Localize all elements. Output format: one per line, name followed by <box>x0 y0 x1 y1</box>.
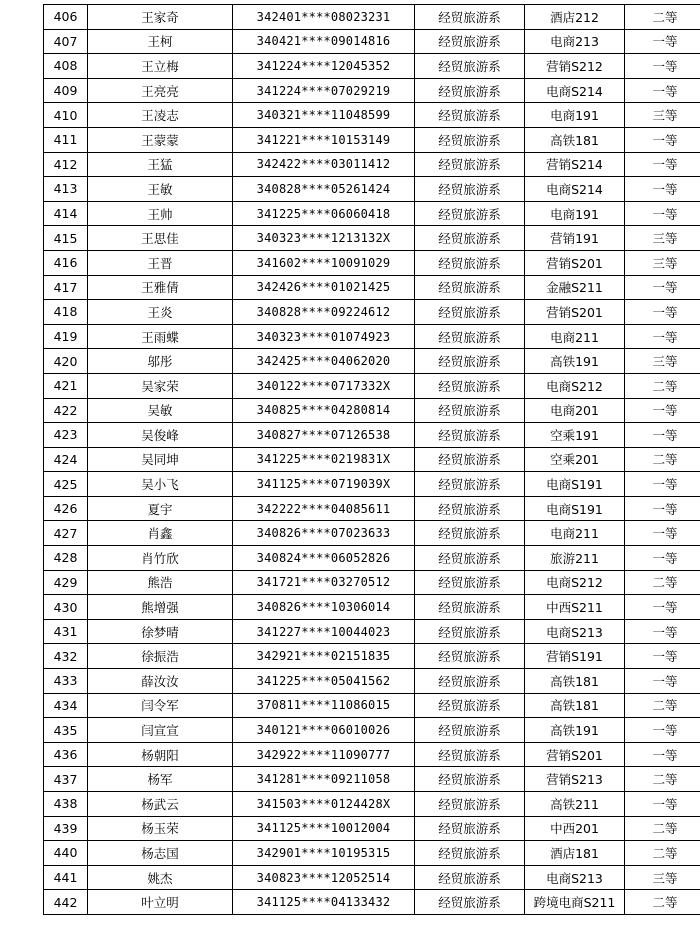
class-cell: 酒店181 <box>525 841 625 866</box>
award-level-cell: 三等 <box>625 226 700 251</box>
department-cell: 经贸旅游系 <box>415 742 525 767</box>
id-number-cell: 340323****1213132X <box>233 226 415 251</box>
table-row <box>44 841 700 866</box>
row-number-cell: 441 <box>44 865 88 890</box>
id-number-cell: 340421****09014816 <box>233 29 415 54</box>
row-number-cell: 407 <box>44 29 88 54</box>
class-cell: 营销S212 <box>525 54 625 79</box>
class-cell: 中西S211 <box>525 595 625 620</box>
class-cell: 电商211 <box>525 521 625 546</box>
student-name-cell: 徐振浩 <box>88 644 233 669</box>
class-cell: 金融S211 <box>525 275 625 300</box>
department-cell: 经贸旅游系 <box>415 29 525 54</box>
department-cell: 经贸旅游系 <box>415 472 525 497</box>
id-number-cell: 340321****11048599 <box>233 103 415 128</box>
id-number-cell: 342922****11090777 <box>233 742 415 767</box>
table-row <box>44 570 700 595</box>
department-cell: 经贸旅游系 <box>415 201 525 226</box>
id-number-cell: 341227****10044023 <box>233 619 415 644</box>
row-number-cell: 408 <box>44 54 88 79</box>
class-cell: 高铁181 <box>525 669 625 694</box>
department-cell: 经贸旅游系 <box>415 570 525 595</box>
table-row <box>44 472 700 497</box>
id-number-cell: 370811****11086015 <box>233 693 415 718</box>
department-cell: 经贸旅游系 <box>415 865 525 890</box>
row-number-cell: 424 <box>44 447 88 472</box>
department-cell: 经贸旅游系 <box>415 718 525 743</box>
student-name-cell: 王立梅 <box>88 54 233 79</box>
award-level-cell: 二等 <box>625 890 700 915</box>
table-row <box>44 521 700 546</box>
student-name-cell: 夏宇 <box>88 496 233 521</box>
row-number-cell: 417 <box>44 275 88 300</box>
award-level-cell: 二等 <box>625 693 700 718</box>
id-number-cell: 340827****07126538 <box>233 423 415 448</box>
award-level-cell: 三等 <box>625 865 700 890</box>
class-cell: 电商S214 <box>525 177 625 202</box>
id-number-cell: 340828****09224612 <box>233 300 415 325</box>
class-cell: 高铁191 <box>525 718 625 743</box>
department-cell: 经贸旅游系 <box>415 398 525 423</box>
table-row <box>44 816 700 841</box>
id-number-cell: 341225****0219831X <box>233 447 415 472</box>
row-number-cell: 433 <box>44 669 88 694</box>
row-number-cell: 436 <box>44 742 88 767</box>
award-level-cell: 二等 <box>625 373 700 398</box>
award-level-cell: 二等 <box>625 570 700 595</box>
award-level-cell: 一等 <box>625 398 700 423</box>
class-cell: 电商213 <box>525 29 625 54</box>
department-cell: 经贸旅游系 <box>415 669 525 694</box>
student-name-cell: 王猛 <box>88 152 233 177</box>
award-level-cell: 一等 <box>625 300 700 325</box>
award-level-cell: 三等 <box>625 250 700 275</box>
award-level-cell: 一等 <box>625 546 700 571</box>
id-number-cell: 340122****0717332X <box>233 373 415 398</box>
table-row <box>44 300 700 325</box>
row-number-cell: 422 <box>44 398 88 423</box>
id-number-cell: 340826****07023633 <box>233 521 415 546</box>
table-row <box>44 324 700 349</box>
table-row <box>44 644 700 669</box>
department-cell: 经贸旅游系 <box>415 127 525 152</box>
award-level-cell: 二等 <box>625 5 700 30</box>
id-number-cell: 340828****05261424 <box>233 177 415 202</box>
roster-table-body <box>44 5 700 915</box>
id-number-cell: 342422****03011412 <box>233 152 415 177</box>
award-level-cell: 一等 <box>625 275 700 300</box>
student-name-cell: 杨志国 <box>88 841 233 866</box>
table-row <box>44 152 700 177</box>
row-number-cell: 439 <box>44 816 88 841</box>
table-row <box>44 669 700 694</box>
class-cell: 营销191 <box>525 226 625 251</box>
student-name-cell: 吴同坤 <box>88 447 233 472</box>
award-level-cell: 二等 <box>625 816 700 841</box>
id-number-cell: 341125****04133432 <box>233 890 415 915</box>
id-number-cell: 341125****0719039X <box>233 472 415 497</box>
student-name-cell: 王思佳 <box>88 226 233 251</box>
row-number-cell: 430 <box>44 595 88 620</box>
row-number-cell: 437 <box>44 767 88 792</box>
class-cell: 电商S213 <box>525 865 625 890</box>
award-level-cell: 一等 <box>625 423 700 448</box>
class-cell: 电商S212 <box>525 570 625 595</box>
department-cell: 经贸旅游系 <box>415 447 525 472</box>
class-cell: 电商191 <box>525 103 625 128</box>
row-number-cell: 406 <box>44 5 88 30</box>
department-cell: 经贸旅游系 <box>415 496 525 521</box>
table-row <box>44 890 700 915</box>
row-number-cell: 413 <box>44 177 88 202</box>
id-number-cell: 340825****04280814 <box>233 398 415 423</box>
class-cell: 旅游211 <box>525 546 625 571</box>
student-name-cell: 王雨蝶 <box>88 324 233 349</box>
award-level-cell: 三等 <box>625 103 700 128</box>
department-cell: 经贸旅游系 <box>415 816 525 841</box>
award-level-cell: 一等 <box>625 792 700 817</box>
class-cell: 营销S214 <box>525 152 625 177</box>
department-cell: 经贸旅游系 <box>415 324 525 349</box>
class-cell: 电商201 <box>525 398 625 423</box>
id-number-cell: 341225****06060418 <box>233 201 415 226</box>
class-cell: 电商211 <box>525 324 625 349</box>
id-number-cell: 340121****06010026 <box>233 718 415 743</box>
table-row <box>44 349 700 374</box>
student-name-cell: 王帅 <box>88 201 233 226</box>
student-name-cell: 杨武云 <box>88 792 233 817</box>
student-name-cell: 王炎 <box>88 300 233 325</box>
table-row <box>44 693 700 718</box>
row-number-cell: 409 <box>44 78 88 103</box>
row-number-cell: 432 <box>44 644 88 669</box>
student-name-cell: 杨军 <box>88 767 233 792</box>
row-number-cell: 442 <box>44 890 88 915</box>
table-row <box>44 275 700 300</box>
department-cell: 经贸旅游系 <box>415 693 525 718</box>
student-name-cell: 王敏 <box>88 177 233 202</box>
student-name-cell: 吴敏 <box>88 398 233 423</box>
table-row <box>44 496 700 521</box>
class-cell: 跨境电商S211 <box>525 890 625 915</box>
row-number-cell: 428 <box>44 546 88 571</box>
student-name-cell: 王亮亮 <box>88 78 233 103</box>
award-level-cell: 一等 <box>625 496 700 521</box>
student-name-cell: 王家奇 <box>88 5 233 30</box>
award-level-cell: 一等 <box>625 521 700 546</box>
row-number-cell: 419 <box>44 324 88 349</box>
row-number-cell: 414 <box>44 201 88 226</box>
class-cell: 中西201 <box>525 816 625 841</box>
id-number-cell: 340323****01074923 <box>233 324 415 349</box>
department-cell: 经贸旅游系 <box>415 275 525 300</box>
award-level-cell: 一等 <box>625 201 700 226</box>
student-name-cell: 杨玉荣 <box>88 816 233 841</box>
department-cell: 经贸旅游系 <box>415 521 525 546</box>
id-number-cell: 341225****05041562 <box>233 669 415 694</box>
class-cell: 空乘191 <box>525 423 625 448</box>
department-cell: 经贸旅游系 <box>415 54 525 79</box>
award-level-cell: 一等 <box>625 177 700 202</box>
row-number-cell: 425 <box>44 472 88 497</box>
id-number-cell: 342222****04085611 <box>233 496 415 521</box>
award-level-cell: 二等 <box>625 841 700 866</box>
class-cell: 高铁181 <box>525 127 625 152</box>
department-cell: 经贸旅游系 <box>415 546 525 571</box>
id-number-cell: 341721****03270512 <box>233 570 415 595</box>
id-number-cell: 341224****12045352 <box>233 54 415 79</box>
department-cell: 经贸旅游系 <box>415 103 525 128</box>
table-row <box>44 398 700 423</box>
id-number-cell: 342921****02151835 <box>233 644 415 669</box>
row-number-cell: 440 <box>44 841 88 866</box>
row-number-cell: 435 <box>44 718 88 743</box>
class-cell: 酒店212 <box>525 5 625 30</box>
award-level-cell: 二等 <box>625 767 700 792</box>
id-number-cell: 342426****01021425 <box>233 275 415 300</box>
class-cell: 高铁181 <box>525 693 625 718</box>
row-number-cell: 421 <box>44 373 88 398</box>
table-row <box>44 78 700 103</box>
table-row <box>44 718 700 743</box>
table-row <box>44 250 700 275</box>
department-cell: 经贸旅游系 <box>415 890 525 915</box>
id-number-cell: 340824****06052826 <box>233 546 415 571</box>
class-cell: 空乘201 <box>525 447 625 472</box>
table-row <box>44 29 700 54</box>
class-cell: 电商S214 <box>525 78 625 103</box>
award-level-cell: 一等 <box>625 718 700 743</box>
table-row <box>44 447 700 472</box>
student-name-cell: 肖鑫 <box>88 521 233 546</box>
id-number-cell: 342401****08023231 <box>233 5 415 30</box>
award-level-cell: 一等 <box>625 29 700 54</box>
department-cell: 经贸旅游系 <box>415 373 525 398</box>
award-level-cell: 一等 <box>625 127 700 152</box>
row-number-cell: 427 <box>44 521 88 546</box>
table-row <box>44 423 700 448</box>
class-cell: 电商191 <box>525 201 625 226</box>
award-level-cell: 一等 <box>625 78 700 103</box>
department-cell: 经贸旅游系 <box>415 792 525 817</box>
row-number-cell: 411 <box>44 127 88 152</box>
row-number-cell: 423 <box>44 423 88 448</box>
table-row <box>44 54 700 79</box>
student-name-cell: 王柯 <box>88 29 233 54</box>
student-name-cell: 王晋 <box>88 250 233 275</box>
department-cell: 经贸旅游系 <box>415 78 525 103</box>
row-number-cell: 438 <box>44 792 88 817</box>
table-row <box>44 177 700 202</box>
student-name-cell: 闫令军 <box>88 693 233 718</box>
department-cell: 经贸旅游系 <box>415 644 525 669</box>
student-name-cell: 薛汝汝 <box>88 669 233 694</box>
award-level-cell: 一等 <box>625 472 700 497</box>
student-name-cell: 王凌志 <box>88 103 233 128</box>
student-name-cell: 闫宣宣 <box>88 718 233 743</box>
department-cell: 经贸旅游系 <box>415 349 525 374</box>
table-row <box>44 127 700 152</box>
table-row <box>44 792 700 817</box>
row-number-cell: 412 <box>44 152 88 177</box>
award-level-cell: 一等 <box>625 54 700 79</box>
department-cell: 经贸旅游系 <box>415 423 525 448</box>
student-name-cell: 王蒙蒙 <box>88 127 233 152</box>
class-cell: 电商S213 <box>525 619 625 644</box>
table-row <box>44 546 700 571</box>
row-number-cell: 416 <box>44 250 88 275</box>
award-level-cell: 一等 <box>625 619 700 644</box>
class-cell: 营销S201 <box>525 742 625 767</box>
award-level-cell: 二等 <box>625 447 700 472</box>
class-cell: 高铁211 <box>525 792 625 817</box>
department-cell: 经贸旅游系 <box>415 5 525 30</box>
id-number-cell: 340826****10306014 <box>233 595 415 620</box>
roster-table-container <box>43 4 700 915</box>
award-level-cell: 一等 <box>625 324 700 349</box>
student-name-cell: 姚杰 <box>88 865 233 890</box>
department-cell: 经贸旅游系 <box>415 250 525 275</box>
table-row <box>44 5 700 30</box>
id-number-cell: 341602****10091029 <box>233 250 415 275</box>
class-cell: 电商S212 <box>525 373 625 398</box>
id-number-cell: 342425****04062020 <box>233 349 415 374</box>
award-level-cell: 一等 <box>625 644 700 669</box>
row-number-cell: 434 <box>44 693 88 718</box>
class-cell: 营销S191 <box>525 644 625 669</box>
id-number-cell: 341221****10153149 <box>233 127 415 152</box>
student-name-cell: 吴家荣 <box>88 373 233 398</box>
class-cell: 电商S191 <box>525 472 625 497</box>
id-number-cell: 341224****07029219 <box>233 78 415 103</box>
department-cell: 经贸旅游系 <box>415 152 525 177</box>
table-row <box>44 865 700 890</box>
department-cell: 经贸旅游系 <box>415 595 525 620</box>
id-number-cell: 340823****12052514 <box>233 865 415 890</box>
table-row <box>44 373 700 398</box>
class-cell: 营销S201 <box>525 300 625 325</box>
student-name-cell: 徐梦晴 <box>88 619 233 644</box>
class-cell: 电商S191 <box>525 496 625 521</box>
table-row <box>44 595 700 620</box>
award-level-cell: 一等 <box>625 669 700 694</box>
department-cell: 经贸旅游系 <box>415 300 525 325</box>
award-level-cell: 三等 <box>625 349 700 374</box>
award-level-cell: 一等 <box>625 152 700 177</box>
id-number-cell: 341125****10012004 <box>233 816 415 841</box>
student-name-cell: 熊浩 <box>88 570 233 595</box>
class-cell: 营销S201 <box>525 250 625 275</box>
table-row <box>44 767 700 792</box>
student-name-cell: 肖竹欣 <box>88 546 233 571</box>
row-number-cell: 415 <box>44 226 88 251</box>
student-name-cell: 吴小飞 <box>88 472 233 497</box>
student-name-cell: 王雅倩 <box>88 275 233 300</box>
roster-table <box>43 4 700 915</box>
table-row <box>44 103 700 128</box>
table-row <box>44 742 700 767</box>
row-number-cell: 431 <box>44 619 88 644</box>
row-number-cell: 429 <box>44 570 88 595</box>
department-cell: 经贸旅游系 <box>415 226 525 251</box>
table-row <box>44 619 700 644</box>
department-cell: 经贸旅游系 <box>415 841 525 866</box>
table-row <box>44 201 700 226</box>
department-cell: 经贸旅游系 <box>415 619 525 644</box>
id-number-cell: 342901****10195315 <box>233 841 415 866</box>
id-number-cell: 341281****09211058 <box>233 767 415 792</box>
student-name-cell: 叶立明 <box>88 890 233 915</box>
row-number-cell: 410 <box>44 103 88 128</box>
student-name-cell: 杨朝阳 <box>88 742 233 767</box>
student-name-cell: 邬彤 <box>88 349 233 374</box>
class-cell: 营销S213 <box>525 767 625 792</box>
student-name-cell: 熊增强 <box>88 595 233 620</box>
row-number-cell: 426 <box>44 496 88 521</box>
row-number-cell: 420 <box>44 349 88 374</box>
award-level-cell: 一等 <box>625 595 700 620</box>
row-number-cell: 418 <box>44 300 88 325</box>
id-number-cell: 341503****0124428X <box>233 792 415 817</box>
class-cell: 高铁191 <box>525 349 625 374</box>
department-cell: 经贸旅游系 <box>415 767 525 792</box>
table-row <box>44 226 700 251</box>
award-level-cell: 一等 <box>625 742 700 767</box>
student-name-cell: 吴俊峰 <box>88 423 233 448</box>
department-cell: 经贸旅游系 <box>415 177 525 202</box>
